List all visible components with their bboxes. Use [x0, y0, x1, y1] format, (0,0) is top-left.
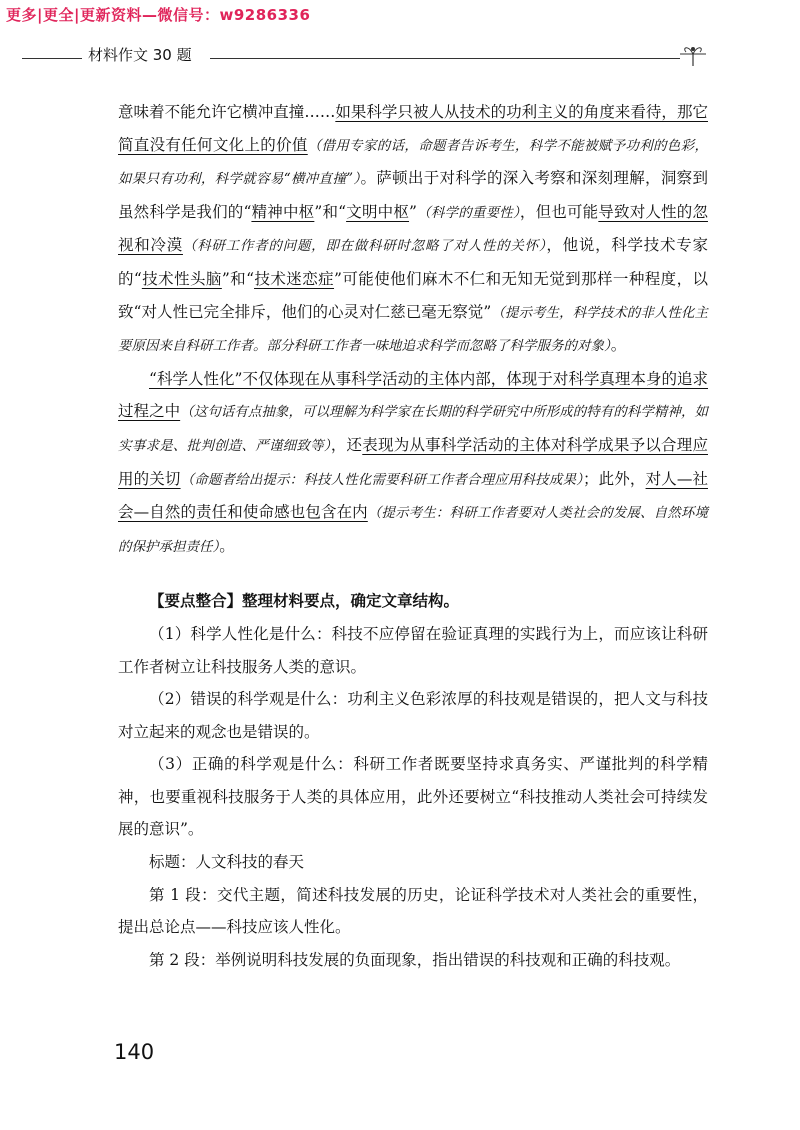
point-2: （2）错误的科学观是什么：功利主义色彩浓厚的科技观是错误的，把人文与科技对立起来的观念也是错误的。: [118, 690, 708, 741]
body-text: ”和“: [314, 202, 347, 221]
page-number: 140: [114, 1040, 155, 1064]
annotation-note: （借用专家的话，命题者告诉考生，科学不能被赋予功利的色彩，如果只有功利，科学就容易“横冲直撞”）: [118, 137, 708, 188]
header-rule-right: [210, 58, 680, 59]
underlined-text: 对人—社会—自然的责任和使命感也包含在内: [118, 469, 708, 522]
body-text: ”可能使他们麻木不仁和无知无觉到那样一种程度，以致“对人性已完全排斥，他们的心灵对仁慈已毫无察觉”: [118, 269, 708, 321]
structure-paragraph-1: 第 1 段：交代主题，简述科技发展的历史，论证科学技术对人类社会的重要性，提出总论点——科技应该人性化。: [118, 885, 708, 937]
running-header: [0, 40, 800, 70]
section-text: 整理材料要点，确定文章结构。: [242, 591, 460, 611]
body-text: ”和“: [221, 269, 255, 288]
body-text: 。: [219, 536, 235, 555]
annotation-note: （提示考生：科研工作者要对人类社会的发展、自然环境的保护承担责任）: [118, 505, 708, 555]
underlined-text: “科学人性化”不仅体现在从事科学活动的主体内部，体现于对科学真理本身的追求过程之中: [118, 369, 708, 421]
essay-title-line: 标题：人文科技的春天: [149, 853, 305, 872]
annotation-note: （这句话有点抽象，可以理解为科学家在长期的科学研究中所形成的特有的科学精神，如实事求是、批判创造、严谨细致等）: [118, 404, 708, 454]
body-text: ，他说，科学技术专家的“: [118, 236, 708, 288]
point-3: （3）正确的科学观是什么：科研工作者既要坚持求真务实、严谨批判的科学精神，也要重视科技服务于人类的具体应用，此外还要树立“科技推动人类社会可持续发展的意识”。: [118, 755, 708, 839]
watermark-text: 更多|更全|更新资料—微信号：w9286336: [6, 6, 311, 24]
header-title: 材料作文 30 题: [88, 46, 192, 64]
underlined-text: 精神中枢: [251, 202, 315, 221]
annotation-note: （科研工作者的问题，即在做科研时忽略了对人性的关怀）: [182, 238, 547, 255]
underlined-text: 如果科学只被人从技术的功利主义的角度来看待，那它简直没有任何文化上的价值: [118, 103, 708, 154]
body-text: ”: [409, 202, 417, 221]
page-body: [118, 96, 708, 976]
header-rule-left: [22, 58, 82, 59]
section-heading: [118, 585, 708, 618]
body-text: ，还: [330, 435, 363, 454]
point-1: （1）科学人性化是什么：科技不应停留在验证真理的实践行为上，而应该让科研工作者树立让科技服务人类的意识。: [118, 624, 708, 676]
body-text: ，但也可能: [519, 202, 599, 221]
body-text: 。萨顿出于对科学的深入考察和深刻理解，洞察到虽然科学是我们的“: [118, 169, 708, 221]
paragraph-1: [118, 96, 708, 363]
structure-paragraph-2: 第 2 段：举例说明科技发展的负面现象，指出错误的科技观和正确的科技观。: [149, 950, 681, 969]
annotation-note: （命题者给出提示：科技人性化需要科研工作者合理应用科技成果）: [180, 471, 583, 488]
body-text: ；此外，: [583, 469, 646, 488]
body-text: 。: [610, 336, 627, 355]
section-label: 【要点整合】: [149, 591, 243, 611]
underlined-text: 导致对人性的忽视和冷漠: [118, 202, 708, 255]
paragraph-2: [118, 363, 708, 564]
underlined-text: 文明中枢: [346, 202, 410, 221]
body-text: 意味着不能允许它横冲直撞……: [118, 103, 336, 121]
underlined-text: 表现为从事科学活动的主体对科学成果予以合理应用的关切: [118, 435, 708, 488]
header-ornament-icon: [678, 40, 708, 68]
annotation-note: （科学的重要性）: [416, 204, 520, 221]
underlined-text: 技术性头脑: [141, 269, 222, 288]
underlined-text: 技术迷恋症: [254, 269, 335, 288]
annotation-note: （提示考生，科学技术的非人性化主要原因来自科研工作者。部分科研工作者一味地追求科学而忽略了科学服务的对象）: [118, 304, 708, 355]
